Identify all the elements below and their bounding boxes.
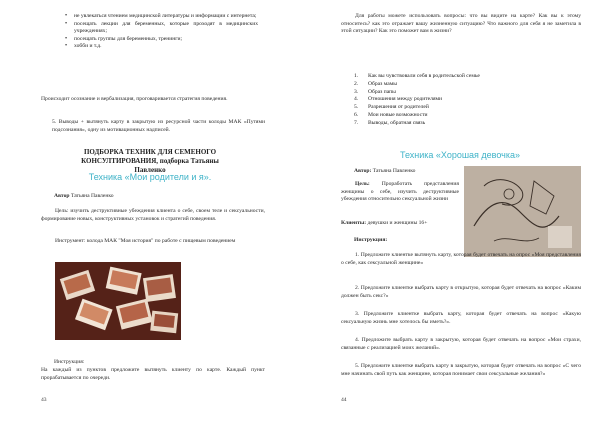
sketch-image [464,166,581,257]
list-item: 4. Отношения между родителями [354,96,443,103]
cards-image [55,262,181,340]
intro-paragraph: Для работы можете использовать вопросы: что вы видите на карте? Как вы к этому относитесь? как это отражает вашу жизненную ситуацию? Что важного для себя я не заметила в этой ситуации? Как это поможет вам в жизни? [341,13,581,35]
page-number: 44 [341,397,347,403]
list-item: 6. Мои новые возможности [354,111,428,118]
list-item: 3. Образ папы [354,88,396,95]
step-1: 1. Предложите клиентке вытянуть карту, которая будет отвечать на опрос «Моя представления о себе, как сексуальной женщине» [341,252,581,266]
author-name: Татьяна Павленко [69,193,114,199]
numbered-list [354,73,554,128]
goal-text: Цель: Проработать представления женщины о себе, изучить деструктивные убеждения относительно сексуальной жизни [341,181,459,203]
step-3: 3. Предложите клиентке выбрать карту, которая будет отвечать на вопрос «Какую сексуальную жизнь мне хотелось бы иметь?». [341,311,581,325]
tool-text: Инструмент: колода МАК "Моя история" по работе с пищевым поведением [55,238,236,244]
author-name: Татьяна Павленко [371,168,416,174]
instruction-label: Инструкция: [354,237,388,243]
sketch-photo [464,166,581,257]
list-item: 2. Образ мамы [354,80,398,87]
bullet-list [58,13,258,51]
step-2: 2. Предложите клиентке выбрать карту в открытую, которая будет отвечать на вопрос «Каким должен быть секс?» [341,285,581,299]
section-heading: ПОДБОРКА ТЕХНИК ДЛЯ СЕМЕНОГО КОНСУЛТИРОВАНИЯ, подборка Татьяны Павленко [81,148,219,174]
list-item: • посещать лекции для беременных, которые проходят в медицинских учреждениях; [58,21,258,36]
step-4: 4. Предложите выбрать карту в закрытую, которая будет отвечать на вопрос «Мои страхи, связанные с реализацией моих желаний». [341,337,581,351]
right-page [300,0,600,424]
instruction-label: Инструкция: [54,359,85,365]
list-item: 1. Как вы чувствовали себя в родительской семье [354,73,480,79]
list-item: • не увлекаться чтением медицинской литературы и информации с интернета; [58,13,258,21]
author-line [54,193,264,201]
list-item: • хобби и т.д. [58,43,258,51]
list-item: 7. Выводы, обратная связь [354,119,426,126]
list-item: • посещать группы для беременных, тренинги; [58,36,258,44]
paragraph: Происходит осознание и вербализация, проговаривается стратегия поведения. [41,96,228,102]
author-line [354,168,464,176]
instruction-text: На каждый из пунктов предложите вытянуть клиенту по карте. Каждый пункт прорабатывается по очереди. [41,367,265,381]
list-item: 5. Разрешения от родителей [354,104,429,111]
step-5: 5. Выводы + вытянуть карту в закрытую из ресурсной части колоды МАК «Путями подсознания», одну из мотивационных надписей. [52,119,265,133]
clients-text: Клиенты: девушки и женщины 16+ [341,220,428,226]
technique-title: Техника «Хорошая девочка» [399,150,521,160]
goal-text: Цель: изучить деструктивные убеждения клиента о себе, своем теле и сексуальности, формирование новых, конструктивных установок и стратегий поведения. [41,208,265,222]
author-label: Автор: [354,168,372,174]
page-number: 43 [41,397,47,403]
cards-photo [55,262,181,340]
step-5: 5. Предложите клиентке выбрать карту в закрытую, которая будет отвечать на вопрос «С чего мне начинать свой путь как женщине, которая понимает свои сексуальные желания?» [341,363,581,377]
author-label: Автор [54,193,70,199]
technique-title: Техника «Мои родители и я». [88,172,212,182]
